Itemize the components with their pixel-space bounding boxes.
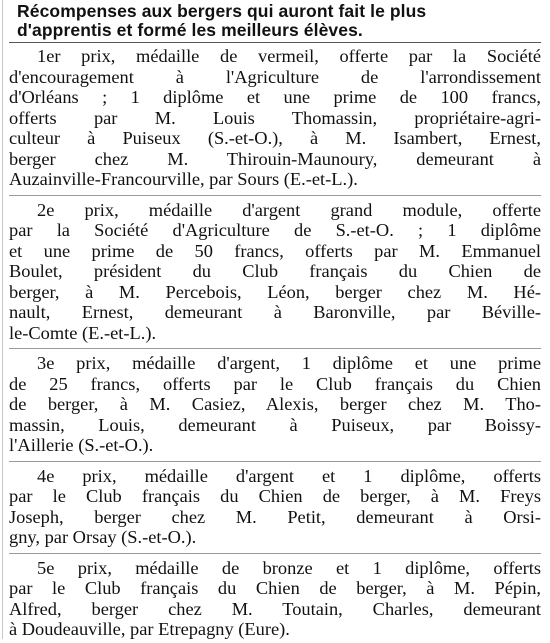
- text-line: gny, par Orsay (S.-et-O.).: [9, 527, 197, 547]
- heading-rule: [9, 42, 541, 43]
- text-line: l'Aillerie (S.-et-O.).: [9, 435, 154, 455]
- text-line: offerts par M. Louis Thomassin, propriétaire-agri-: [9, 107, 541, 128]
- paragraph-separator: [9, 348, 541, 349]
- text-line: berger chez M. Thirouin-Maunoury, demeurant à: [9, 148, 541, 169]
- column-border: [2, 0, 3, 639]
- prize-paragraph: [9, 466, 541, 551]
- paragraph-separator: [9, 461, 541, 462]
- text-line: d'Orléans ; 1 diplôme et une prime de 100 francs,: [9, 87, 541, 107]
- heading-line-2: d'apprentis et formé les meilleurs élèves.: [17, 20, 363, 40]
- prize-paragraph: [9, 200, 541, 347]
- section-heading: [17, 2, 541, 40]
- prize-paragraph: [9, 558, 541, 643]
- text-line: et une prime de 50 francs, offerts par M. Emmanuel: [9, 240, 541, 261]
- heading-line-1: Récompenses aux bergers qui auront fait le plus: [17, 1, 427, 21]
- text-line: de berger, à M. Casiez, Alexis, berger chez M. Tho-: [9, 394, 541, 414]
- text-line: par la Société d'Agriculture de S.-et-O. ; 1 diplôme: [9, 220, 541, 240]
- prize-paragraph: [9, 46, 541, 193]
- text-line: par le Club français du Chien de berger, à M. Freys: [9, 486, 541, 506]
- paragraph-separator: [9, 195, 541, 196]
- prize-list: [9, 46, 541, 643]
- text-line: le-Comte (E.-et-L.).: [9, 322, 157, 343]
- text-line: 5e prix, médaille de bronze et 1 diplôme, offerts: [37, 557, 541, 578]
- paragraph-separator: [9, 553, 541, 554]
- text-line: 1er prix, médaille de vermeil, offerte par la Société: [37, 46, 541, 66]
- text-line: Alfred, berger chez M. Toutain, Charles, demeurant: [9, 598, 541, 619]
- text-line: Boulet, président du Club français du Chien de: [9, 261, 541, 281]
- text-line: culteur à Puiseux (S.-et-O.), à M. Isambert, Ernest,: [9, 128, 541, 148]
- text-line: 4e prix, médaille d'argent et 1 diplôme, offerts: [37, 465, 541, 486]
- text-line: de 25 francs, offerts par le Club français du Chien: [9, 373, 541, 394]
- text-line: 3e prix, médaille d'argent, 1 diplôme et une prime: [37, 353, 541, 373]
- text-line: Joseph, berger chez M. Petit, demeurant à Orsi-: [9, 506, 541, 527]
- text-line: à Doudeauville, par Etrepagny (Eure).: [9, 619, 290, 639]
- text-line: Auzainville-Francourville, par Sours (E.-et-L.).: [9, 169, 358, 189]
- prize-paragraph: [9, 353, 541, 459]
- text-line: berger, à M. Percebois, Léon, berger chez M. Hé-: [9, 281, 541, 302]
- text-line: massin, Louis, demeurant à Puiseux, par Boissy-: [9, 414, 541, 435]
- text-line: 2e prix, médaille d'argent grand module, offerte: [37, 199, 541, 220]
- text-line: d'encouragement à l'Agriculture de l'arrondissement: [9, 66, 541, 87]
- text-line: par le Club français du Chien de berger, à M. Pépin,: [9, 578, 541, 598]
- text-line: nault, Ernest, demeurant à Baronville, par Béville-: [9, 302, 541, 322]
